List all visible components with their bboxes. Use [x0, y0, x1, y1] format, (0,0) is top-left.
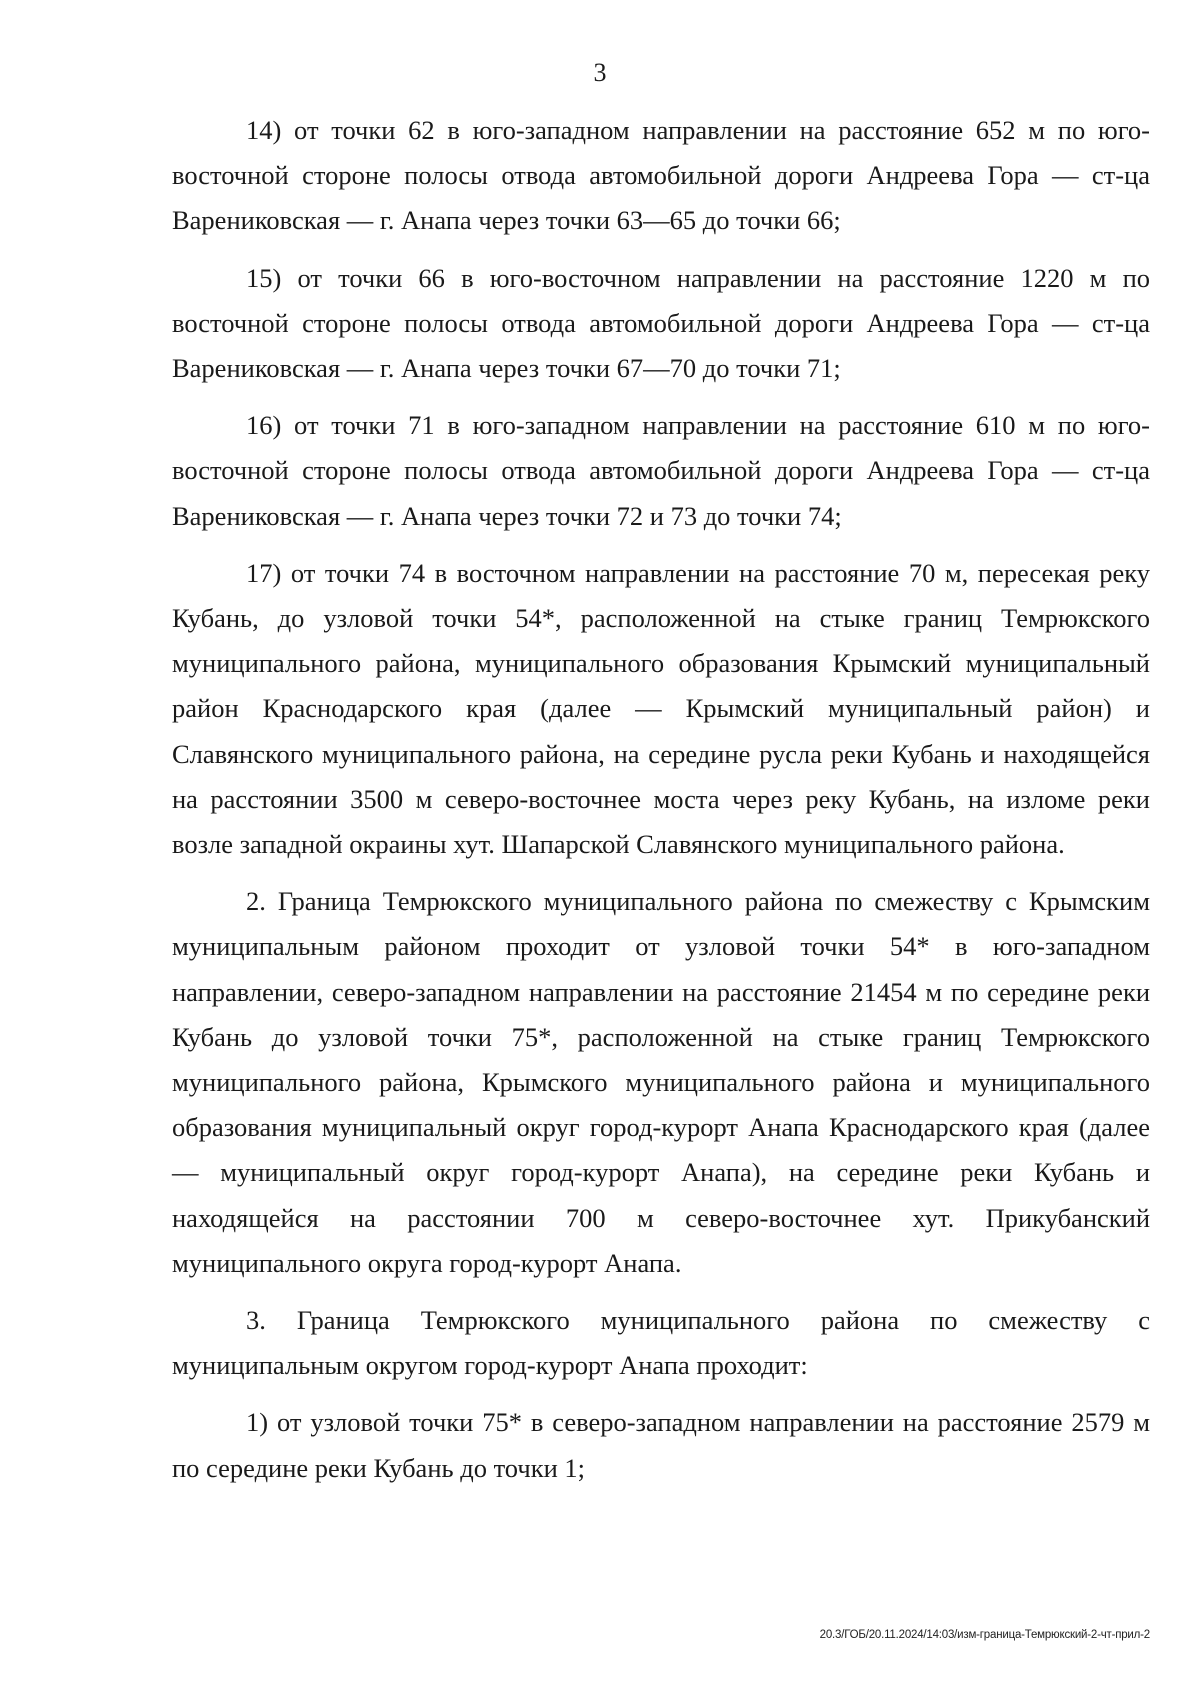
paragraph-section-2: 2. Граница Темрюкского муниципального района по смежеству с Крымским муниципальным районом проходит от узловой точки 54* в юго-западном направлении, северо-западном направлении на расстояние 21454 м по середине реки Кубань до узловой точки 75*, расположенной на стыке границ Темрюкского муниципального района, Крымского муниципального района и муниципального образования муниципальный округ город-курорт Анапа Краснодарского края (далее — муниципальный округ город-курорт Анапа), на середине реки Кубань и находящейся на расстоянии 700 м северо-восточнее хут. Прикубанский муниципального округа город-курорт Анапа. [172, 886, 1150, 1278]
paragraph-item-16: 16) от точки 71 в юго-западном направлении на расстояние 610 м по юго-восточной стороне полосы отвода автомобильной дороги Андреева Гора — ст-ца Варениковская — г. Анапа через точки 72 и 73 до точки 74; [172, 410, 1150, 531]
document-footer-code: 20.3/ГОБ/20.11.2024/14:03/изм-граница-Темрюкский-2-чт-прил-2 [819, 1629, 1150, 1641]
document-body [172, 108, 1150, 1491]
paragraph-item-15: 15) от точки 66 в юго-восточном направлении на расстояние 1220 м по восточной стороне полосы отвода автомобильной дороги Андреева Гора — ст-ца Варениковская — г. Анапа через точки 67—70 до точки 71; [172, 262, 1150, 384]
paragraph-item-17: 17) от точки 74 в восточном направлении на расстояние 70 м, пересекая реку Кубань, до узловой точки 54*, расположенной на стыке границ Темрюкского муниципального района, муниципального образования Крымский муниципальный район Краснодарского края (далее — Крымский муниципальный район) и Славянского муниципального района, на середине русла реки Кубань и находящейся на расстоянии 3500 м северо-восточнее моста через реку Кубань, на изломе реки возле западной окраины хут. Шапарской Славянского муниципального района. [172, 557, 1150, 860]
paragraph-item-1: 1) от узловой точки 75* в северо-западном направлении на расстояние 2579 м по середине реки Кубань до точки 1; [172, 1407, 1150, 1483]
paragraph-item-14: 14) от точки 62 в юго-западном направлении на расстояние 652 м по юго-восточной стороне полосы отвода автомобильной дороги Андреева Гора — ст-ца Варениковская — г. Анапа через точки 63—65 до точки 66; [172, 115, 1150, 236]
paragraph-section-3: 3. Граница Темрюкского муниципального района по смежеству с муниципальным округом город-курорт Анапа проходит: [172, 1305, 1150, 1381]
page-number: 3 [593, 58, 607, 87]
